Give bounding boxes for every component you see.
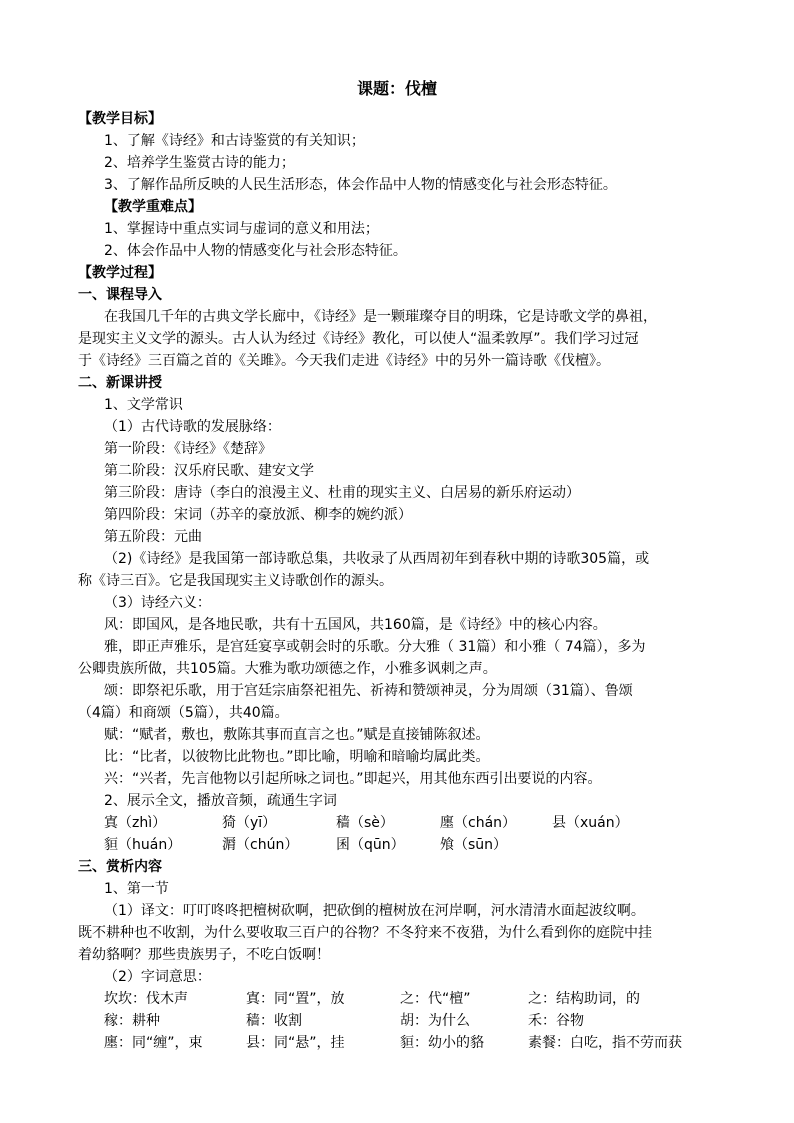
intro-line: 于《诗经》三百篇之首的《关雎》。今天我们走进《诗经》中的另外一篇诗歌《伐檀》。 [78, 353, 610, 369]
stage-line: 第一阶段：《诗经》《楚辞》 [104, 441, 272, 457]
word-meaning: 之：结构助词，的 [528, 991, 640, 1007]
section-3-heading: 三、赏析内容 [78, 859, 162, 875]
shijing-line: （2)《诗经》是我国第一部诗歌总集，共收录了从西周初年到春秋中期的诗歌305篇，或 [104, 551, 650, 567]
section-2-heading: 二、新课讲授 [78, 375, 162, 391]
reading-heading: 2、展示全文，播放音频，疏通生字词 [104, 793, 337, 809]
six-meanings-line: 风：即国风，是各地民歌，共有十五国风，共160篇，是《诗经》中的核心内容。 [104, 617, 607, 633]
translation-line: 着幼貉啊？那些贵族男子，不吃白饭啊！ [78, 947, 330, 963]
word-meaning: 胡：为什么 [400, 1013, 470, 1029]
word-meaning: 穑：收割 [246, 1013, 302, 1029]
word-meaning: 廛：同“缠”，束 [104, 1035, 203, 1051]
word-meaning: 坎坎：伐木声 [104, 991, 188, 1007]
keypoints-heading: 【教学重难点】 [104, 199, 202, 215]
six-meanings-line: 公卿贵族所做，共105篇。大雅为歌功颂德之作，小雅多讽刺之声。 [78, 661, 497, 677]
shijing-line: 称《诗三百》。它是我国现实主义诗歌创作的源头。 [78, 573, 393, 589]
literature-heading: 1、文学常识 [104, 397, 183, 413]
goal-item: 1、了解《诗经》和古诗鉴赏的有关知识； [104, 133, 365, 149]
intro-line: 是现实主义文学的源头。古人认为经过《诗经》教化，可以使人“温柔敦厚”。我们学习过冠 [78, 331, 639, 347]
intro-line: 在我国几千年的古典文学长廊中，《诗经》是一颗璀璨夺目的明珠，它是诗歌文学的鼻祖， [104, 309, 657, 325]
vocab-pinyin: 猗（yī） [222, 815, 277, 831]
goal-item: 3、了解作品所反映的人民生活形态，体会作品中人物的情感变化与社会形态特征。 [104, 177, 617, 193]
six-meanings-line: 兴：“兴者，先言他物以引起所咏之词也。”即起兴，用其他东西引出要说的内容。 [104, 771, 602, 787]
vocab-pinyin: 廛（chán） [440, 815, 517, 831]
vocab-pinyin: 貆（huán） [104, 837, 182, 853]
word-meaning: 县：同“悬”，挂 [246, 1035, 345, 1051]
goals-heading: 【教学目标】 [78, 111, 162, 127]
goal-item: 2、培养学生鉴赏古诗的能力； [104, 155, 295, 171]
six-meanings-heading: （3）诗经六义： [104, 595, 211, 611]
keypoint-item: 1、掌握诗中重点实词与虚词的意义和用法； [104, 221, 379, 237]
stage-line: 第五阶段：元曲 [104, 529, 202, 545]
six-meanings-line: 比：“比者，以彼物比此物也。”即比喻，明喻和暗喻均属此类。 [104, 749, 490, 765]
stanza-heading: 1、第一节 [104, 881, 169, 897]
vocab-pinyin: 漘（chún） [222, 837, 299, 853]
vocab-pinyin: 飧（sūn） [440, 837, 508, 853]
vocab-pinyin: 县（xuán） [552, 815, 629, 831]
six-meanings-line: 赋：“赋者，敷也，敷陈其事而直言之也。”赋是直接铺陈叙述。 [104, 727, 490, 743]
six-meanings-line: （4篇）和商颂（5篇），共40篇。 [78, 705, 289, 721]
stage-line: 第二阶段：汉乐府民歌、建安文学 [104, 463, 314, 479]
section-1-heading: 一、课程导入 [78, 287, 162, 303]
word-meaning: 之：代“檀” [400, 991, 471, 1007]
six-meanings-line: 雅，即正声雅乐，是宫廷宴享或朝会时的乐歌。分大雅（ 31篇）和小雅（ 74篇），多为 [104, 639, 646, 655]
development-heading: （1）古代诗歌的发展脉络： [104, 419, 281, 435]
stage-line: 第三阶段：唐诗（李白的浪漫主义、杜甫的现实主义、白居易的新乐府运动） [104, 485, 580, 501]
page-title: 课题：伐檀 [356, 79, 437, 98]
vocab-pinyin: 寘（zhì） [104, 815, 167, 831]
word-meaning: 禾：谷物 [528, 1013, 584, 1029]
word-meaning: 稼：耕种 [104, 1013, 160, 1029]
word-meaning-heading: （2）字词意思： [104, 969, 211, 985]
translation-line: （1）译文：叮叮咚咚把檀树砍啊，把砍倒的檀树放在河岸啊，河水清清水面起波纹啊。 [104, 903, 645, 919]
word-meaning: 寘：同“置”，放 [246, 991, 345, 1007]
vocab-pinyin: 囷（qūn） [336, 837, 405, 853]
keypoint-item: 2、体会作品中人物的情感变化与社会形态特征。 [104, 243, 407, 259]
word-meaning: 貆：幼小的貉 [400, 1035, 484, 1051]
word-meaning: 素餐：白吃，指不劳而获 [528, 1035, 682, 1051]
process-heading: 【教学过程】 [78, 265, 162, 281]
six-meanings-line: 颂：即祭祀乐歌，用于宫廷宗庙祭祀祖先、祈祷和赞颂神灵，分为周颂（31篇）、鲁颂 [104, 683, 633, 699]
stage-line: 第四阶段：宋词（苏辛的豪放派、柳李的婉约派） [104, 507, 412, 523]
vocab-pinyin: 穑（sè） [336, 815, 394, 831]
translation-line: 既不耕种也不收割，为什么要收取三百户的谷物？不冬狩来不夜猎，为什么看到你的庭院中挂 [78, 925, 652, 941]
